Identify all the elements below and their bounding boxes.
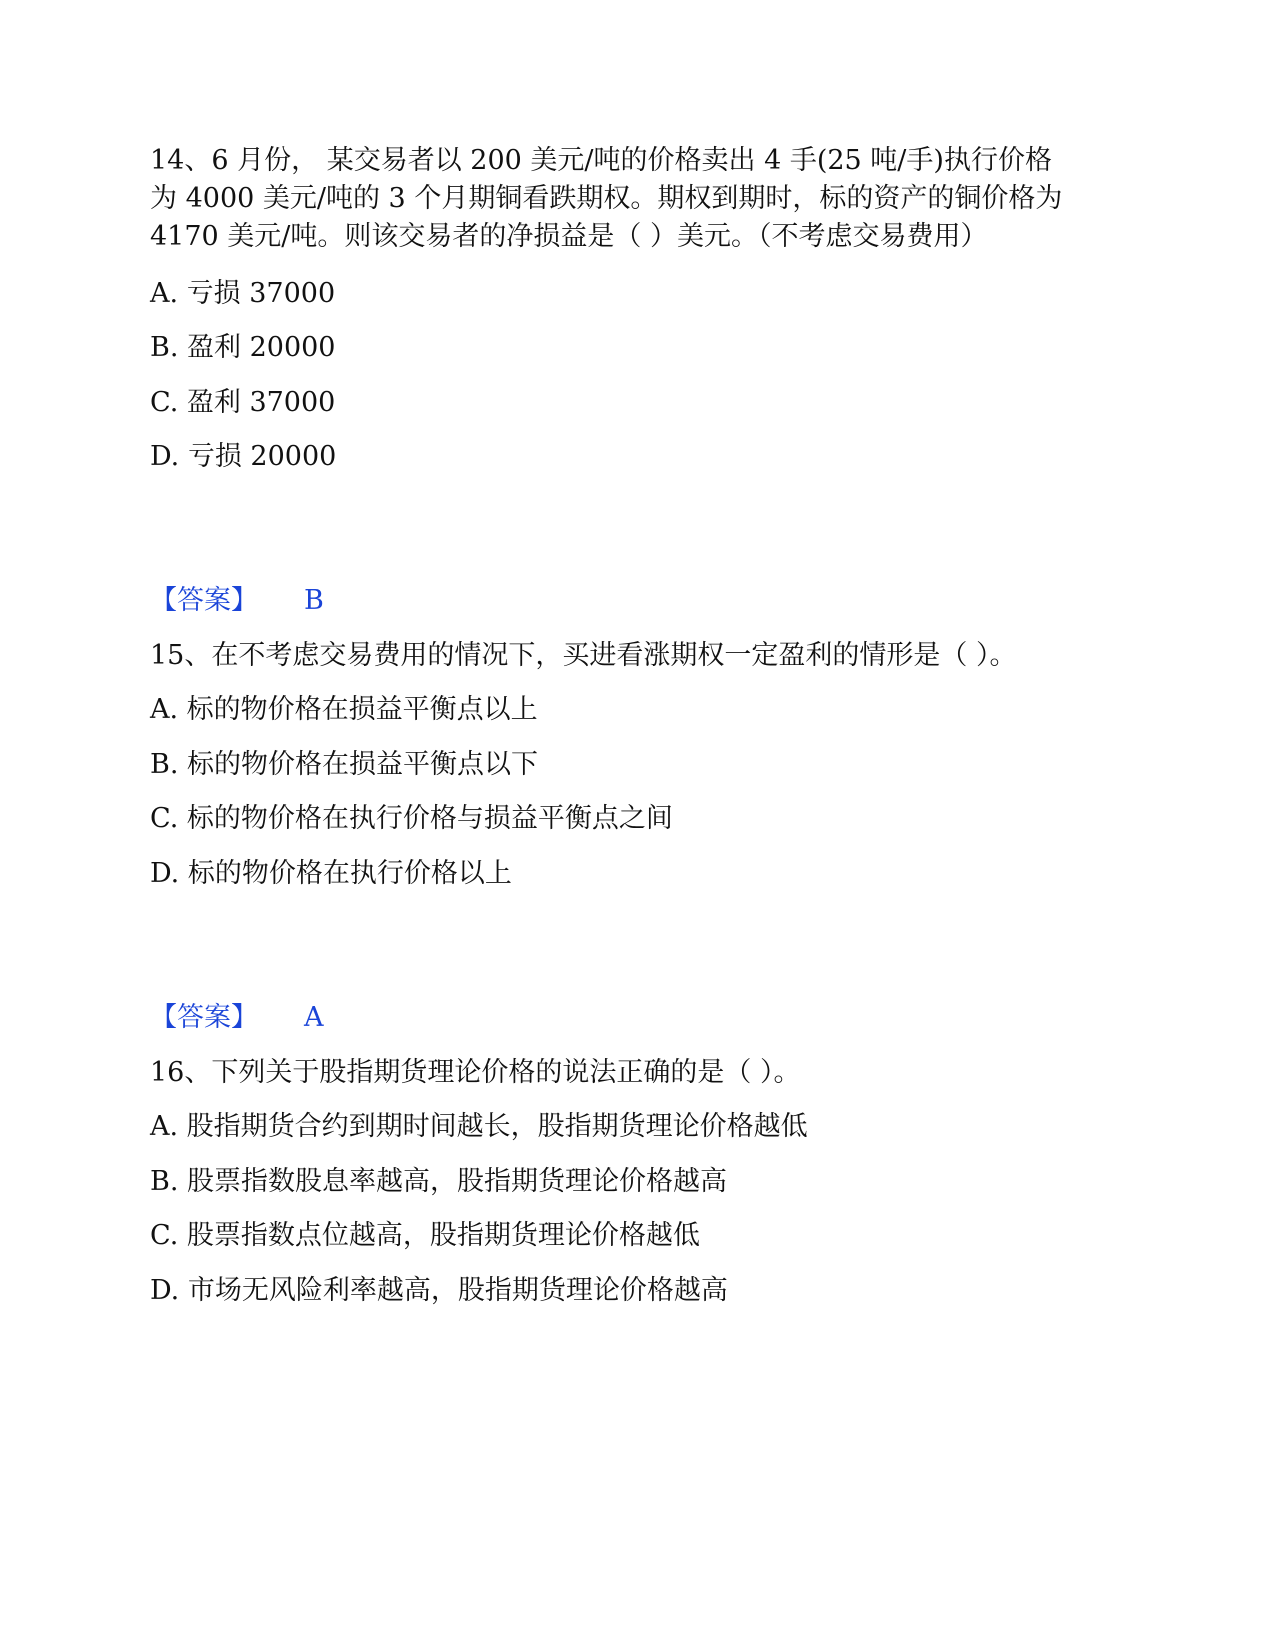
question-14-option-a: A. 亏损 37000 (150, 278, 336, 309)
question-14-answer (150, 582, 324, 620)
question-15-option-b: B. 标的物价格在损益平衡点以下 (150, 749, 539, 780)
question-16-option-b: B. 股票指数股息率越高，股指期货理论价格越高 (150, 1166, 728, 1197)
question-15-option-c: C. 标的物价格在执行价格与损益平衡点之间 (150, 803, 673, 834)
answer-label: 【答案】 (150, 585, 258, 616)
question-15-option-a: A. 标的物价格在损益平衡点以上 (150, 694, 538, 725)
question-stem-line: 4170 美元/吨。则该交易者的净损益是（ ）美元。（不考虑交易费用） (150, 221, 988, 252)
answer-label: 【答案】 (150, 1002, 258, 1033)
answer-value: B (304, 585, 324, 616)
question-stem-line: 14、6 月份， 某交易者以 200 美元/吨的价格卖出 4 手(25 吨/手)执行价格 (150, 145, 1052, 176)
answer-value: A (304, 1002, 324, 1033)
question-16-option-d: D. 市场无风险利率越高，股指期货理论价格越高 (150, 1275, 728, 1306)
question-15-answer (150, 999, 324, 1037)
question-14-option-d: D. 亏损 20000 (150, 441, 337, 472)
question-stem-line: 为 4000 美元/吨的 3 个月期铜看跌期权。期权到期时，标的资产的铜价格为 (150, 183, 1063, 214)
question-16-stem (150, 1054, 1110, 1092)
question-stem-line: 15、在不考虑交易费用的情况下，买进看涨期权一定盈利的情形是（ ）。 (150, 640, 1017, 671)
question-16-option-c: C. 股票指数点位越高，股指期货理论价格越低 (150, 1220, 700, 1251)
question-14-option-b: B. 盈利 20000 (150, 332, 336, 363)
question-15-option-d: D. 标的物价格在执行价格以上 (150, 858, 512, 889)
question-14-stem (150, 142, 1110, 256)
question-15-stem (150, 637, 1110, 675)
question-16-option-a: A. 股指期货合约到期时间越长，股指期货理论价格越低 (150, 1111, 808, 1142)
question-14-option-c: C. 盈利 37000 (150, 387, 336, 418)
question-stem-line: 16、下列关于股指期货理论价格的说法正确的是（ ）。 (150, 1057, 801, 1088)
